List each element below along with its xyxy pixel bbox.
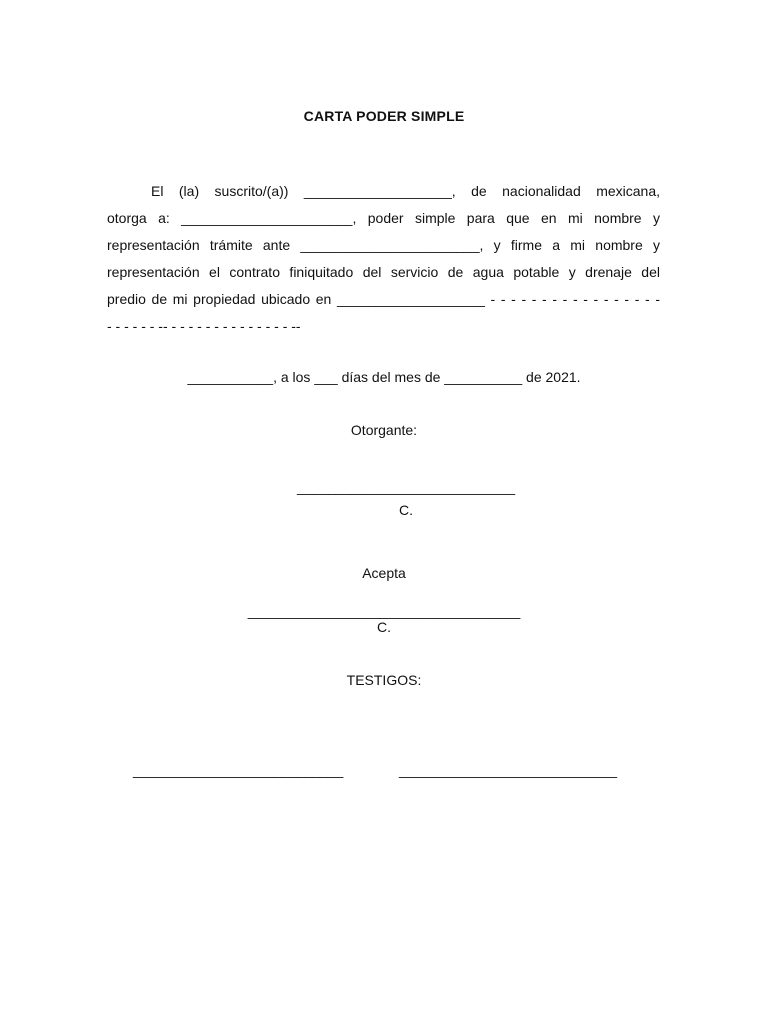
paragraph-line-1: El (la) suscrito/(a)) ___________________, de nacionalidad mexicana, <box>151 183 660 199</box>
paragraph-line-3: representación trámite ante _______________________, y firme a mi nombre y <box>107 237 660 253</box>
paragraph-line-4: representación el contrato finiquitado del servicio de agua potable y drenaje del <box>107 264 660 280</box>
power-of-attorney-paragraph <box>107 178 660 340</box>
witnesses-label: TESTIGOS: <box>346 672 422 688</box>
acceptor-label: Acepta <box>362 565 406 581</box>
paragraph-line-2: otorga a: ______________________, poder simple para que en mi nombre y <box>107 210 660 226</box>
grantor-name-prefix: C. <box>399 502 413 518</box>
paragraph-line-5: predio de mi propiedad ubicado en ___________________ - - - - - - - - - - - - - - - - - <box>107 291 660 307</box>
date-line: ___________, a los ___ días del mes de __________ de 2021. <box>187 369 581 385</box>
acceptor-name-prefix: C. <box>377 619 391 635</box>
witness-1-signature-line: ___________________________ <box>133 762 344 778</box>
grantor-label: Otorgante: <box>350 422 418 438</box>
paragraph-line-6: - - - - - - -- - - - - - - - - - - - - - - -- <box>107 318 301 334</box>
grantor-signature-line: ____________________________ <box>296 479 515 495</box>
witness-2-signature-line: ____________________________ <box>399 762 618 778</box>
document-title: CARTA PODER SIMPLE <box>303 108 465 124</box>
acceptor-signature-line: ___________________________________ <box>247 603 521 619</box>
